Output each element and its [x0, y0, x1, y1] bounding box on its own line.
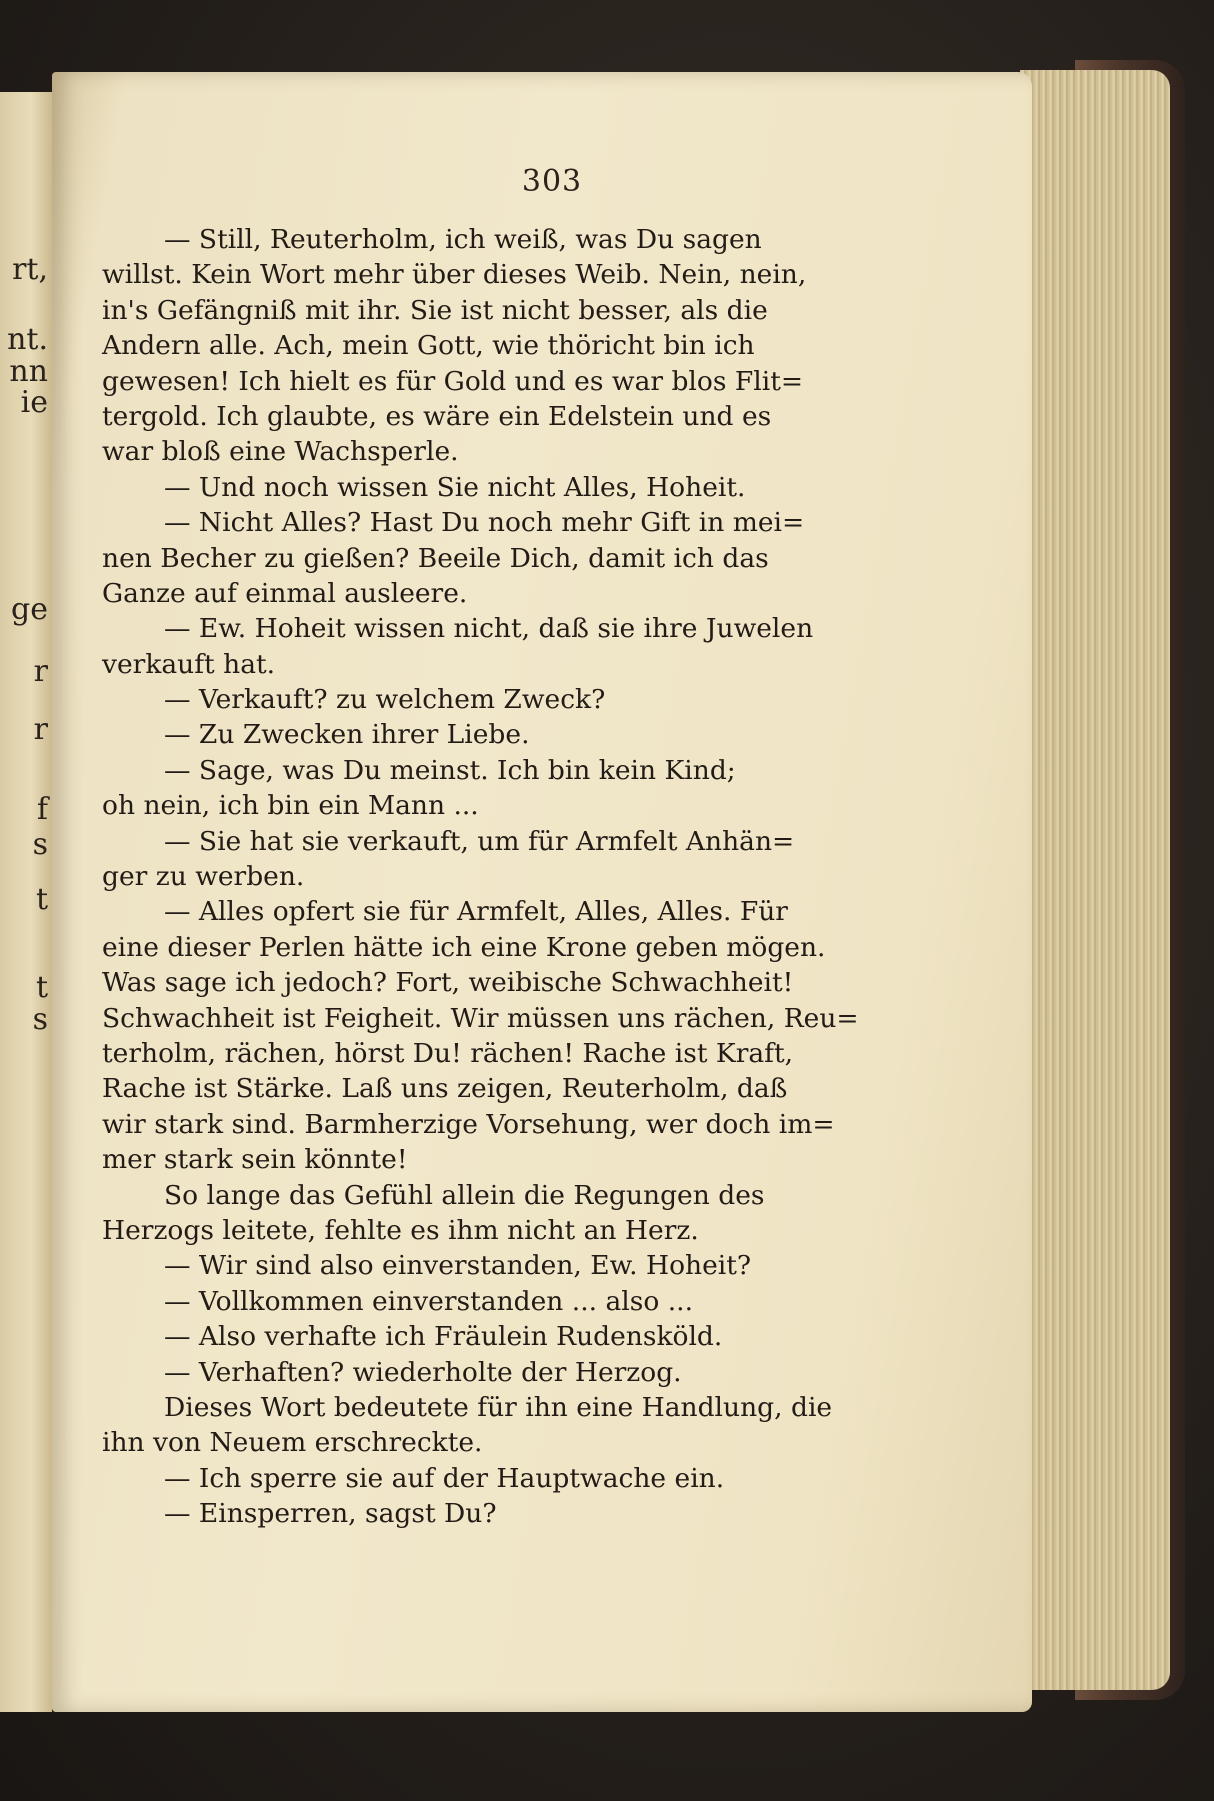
text-line: Dieses Wort bedeutete für ihn eine Handlung, die — [164, 1391, 833, 1423]
left-page — [0, 92, 52, 1712]
left-page-fragment: f — [36, 792, 48, 827]
text-line: mer stark sein könnte! — [102, 1144, 408, 1176]
text-line: — Nicht Alles? Hast Du noch mehr Gift in mei= — [164, 507, 805, 539]
text-line: oh nein, ich bin ein Mann ... — [102, 790, 479, 822]
text-line: in's Gefängniß mit ihr. Sie ist nicht besser, als die — [102, 294, 768, 326]
text-line: Was sage ich jedoch? Fort, weibische Schwachheit! — [102, 967, 794, 999]
text-line: — Einsperren, sagst Du? — [164, 1498, 497, 1530]
page-number: 303 — [521, 164, 583, 199]
text-line: — Wir sind also einverstanden, Ew. Hoheit? — [164, 1250, 752, 1282]
left-page-fragment: t — [35, 970, 48, 1005]
text-line: — Verhaften? wiederholte der Herzog. — [164, 1356, 682, 1388]
page-text — [102, 222, 952, 1531]
text-line: verkauft hat. — [102, 648, 276, 680]
text-line: — Sage, was Du meinst. Ich bin kein Kind; — [164, 754, 736, 786]
text-line: Herzogs leitete, fehlte es ihm nicht an Herz. — [102, 1214, 699, 1246]
page-edges — [1020, 70, 1170, 1690]
text-line: Rache ist Stärke. Laß uns zeigen, Reuterholm, daß — [102, 1073, 788, 1105]
text-line: Ganze auf einmal ausleere. — [102, 577, 468, 609]
text-line: tergold. Ich glaubte, es wäre ein Edelstein und es — [102, 400, 772, 432]
text-line: — Und noch wissen Sie nicht Alles, Hoheit. — [164, 471, 746, 503]
text-line: — Sie hat sie verkauft, um für Armfelt Anhän= — [164, 825, 795, 857]
text-line: terholm, rächen, hörst Du! rächen! Rache ist Kraft, — [102, 1037, 794, 1069]
text-line: ger zu werben. — [102, 861, 305, 893]
text-line: eine dieser Perlen hätte ich eine Krone geben mögen. — [102, 931, 826, 963]
text-line: — Zu Zwecken ihrer Liebe. — [164, 719, 530, 751]
left-page-fragment: t — [35, 882, 48, 917]
text-line: — Ich sperre sie auf der Hauptwache ein. — [164, 1462, 725, 1494]
text-line: — Still, Reuterholm, ich weiß, was Du sagen — [164, 224, 762, 255]
right-page — [52, 72, 1032, 1712]
text-line: war bloß eine Wachsperle. — [102, 436, 459, 468]
left-page-fragment: s — [32, 827, 48, 862]
text-line: gewesen! Ich hielt es für Gold und es war blos Flit= — [102, 365, 804, 397]
left-page-fragment: r — [33, 712, 48, 747]
text-line: wir stark sind. Barmherzige Vorsehung, wer doch im= — [102, 1108, 835, 1140]
text-line: So lange das Gefühl allein die Regungen des — [164, 1179, 765, 1211]
text-line: willst. Kein Wort mehr über dieses Weib. Nein, nein, — [102, 259, 807, 291]
text-line: nen Becher zu gießen? Beeile Dich, damit ich das — [102, 542, 769, 574]
text-line: — Vollkommen einverstanden ... also ... — [164, 1285, 693, 1317]
text-line: — Also verhafte ich Fräulein Rudensköld. — [164, 1321, 723, 1353]
text-line: Schwachheit ist Feigheit. Wir müssen uns rächen, Reu= — [102, 1002, 859, 1034]
left-page-fragment: nn — [9, 354, 48, 389]
left-page-fragment: s — [32, 1002, 48, 1037]
left-page-fragment: rt, — [12, 252, 48, 287]
left-page-fragment: r — [33, 654, 48, 689]
text-line: ihn von Neuem erschreckte. — [102, 1427, 483, 1459]
text-line: — Verkauft? zu welchem Zweck? — [164, 684, 606, 716]
left-page-fragment: nt. — [7, 322, 48, 357]
text-line: — Ew. Hoheit wissen nicht, daß sie ihre Juwelen — [164, 613, 814, 645]
left-page-fragment: ge — [11, 592, 48, 627]
text-line: Andern alle. Ach, mein Gott, wie thöricht bin ich — [102, 330, 755, 362]
text-line: — Alles opfert sie für Armfelt, Alles, Alles. Für — [164, 896, 788, 928]
left-page-fragment: ie — [20, 385, 48, 420]
